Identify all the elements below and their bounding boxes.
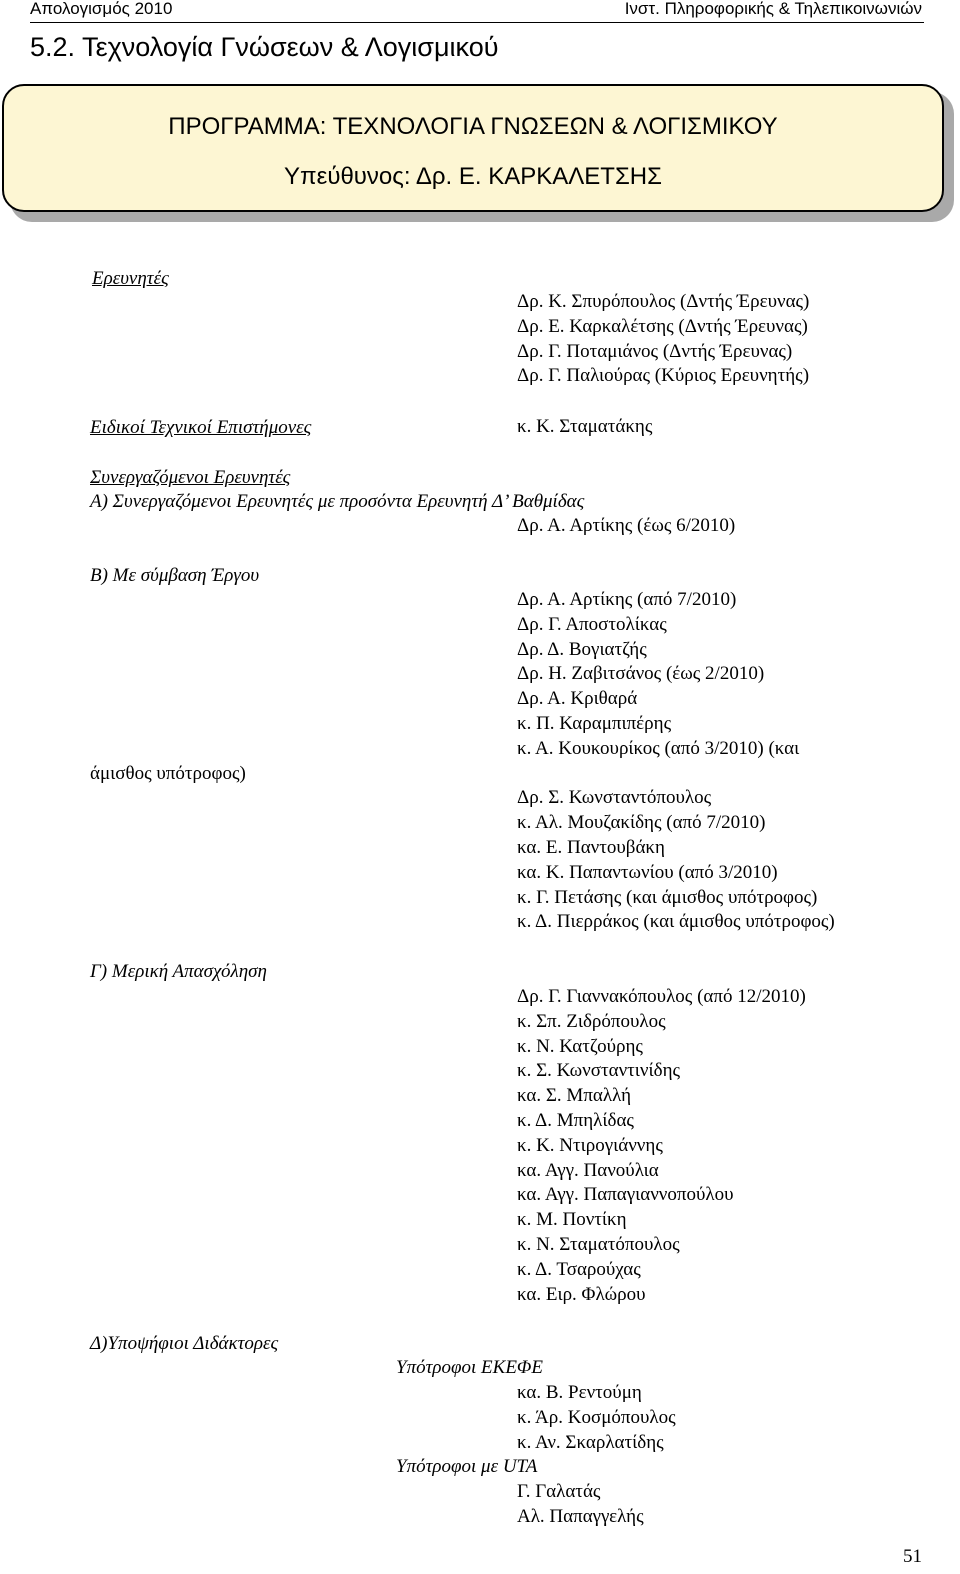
collaborators-c-list <box>517 985 806 1307</box>
collaborators-a-heading: Α) Συνεργαζόμενοι Ερευνητές με προσόντα Ερευνητή Δ’ Βαθμίδας <box>90 491 585 512</box>
collaborators-a-list <box>517 514 735 539</box>
program-title: ΠΡΟΓΡΑΜΜΑ: ΤΕΧΝΟΛΟΓΙΑ ΓΝΩΣΕΩΝ & ΛΟΓΙΣΜΙΚΟΥ <box>168 113 778 140</box>
list-item: Δρ. Γ. Γιαννακόπουλος (από 12/2010) <box>517 986 806 1007</box>
list-item: Δρ. Γ. Ποταμιάνος (Δντής Έρευνας) <box>517 340 793 362</box>
list-item: κ. Δ. Τσαρούχας <box>517 1258 641 1280</box>
list-item: Δρ. Ε. Καρκαλέτσης (Δντής Έρευνας) <box>517 315 808 337</box>
uta-list <box>517 1480 644 1530</box>
subheading-uta: Υπότροφοι με UTA <box>396 1456 538 1477</box>
header-left: Απολογισμός 2010 <box>30 0 173 18</box>
list-item: Δρ. Α. Κριθαρά <box>517 688 638 710</box>
header-right: Ινστ. Πληροφορικής & Τηλεπικοινωνιών <box>624 0 922 18</box>
program-responsible: Υπεύθυνος: Δρ. Ε. ΚΑΡΚΑΛΕΤΣΗΣ <box>284 163 662 190</box>
list-item: κα. Αγγ. Παπαγιαννοπούλου <box>517 1184 734 1206</box>
list-item: κ. Άρ. Κοσμόπουλος <box>517 1406 676 1428</box>
program-box <box>2 84 944 212</box>
list-item: κ. Μ. Ποντίκη <box>517 1209 627 1231</box>
list-item: κα. Αγγ. Πανούλια <box>517 1159 659 1181</box>
list-item: κ. Σπ. Ζιδρόπουλος <box>517 1010 666 1032</box>
researchers-heading: Ερευνητές <box>92 268 169 289</box>
wrapped-text: άμισθος υπότροφος) <box>90 763 246 784</box>
list-item: κα. Ειρ. Φλώρου <box>517 1283 646 1305</box>
specialists-list <box>517 415 652 440</box>
list-item: κα. Ε. Παντουβάκη <box>517 836 665 858</box>
collaborators-b-heading: Β) Με σύμβαση Έργου <box>90 565 260 586</box>
list-item: Δρ. Γ. Παλιούρας (Κύριος Ερευνητής) <box>517 365 810 387</box>
list-item: κ. Δ. Πιερράκος (και άμισθος υπότροφος) <box>517 911 835 933</box>
collaborators-c-heading: Γ) Μερική Απασχόληση <box>90 961 267 982</box>
list-item: Δρ. Γ. Αποστολίκας <box>517 613 667 635</box>
list-item: κ. Γ. Πετάσης (και άμισθος υπότροφος) <box>517 886 818 908</box>
specialists-heading: Ειδικοί Τεχνικοί Επιστήμονες <box>90 417 312 438</box>
collaborators-b-list <box>517 588 835 935</box>
collaborators-heading: Συνεργαζόμενοι Ερευνητές <box>90 467 291 488</box>
page-number: 51 <box>903 1546 922 1567</box>
list-item: κα. Κ. Παπαντωνίου (από 3/2010) <box>517 861 778 883</box>
list-item <box>517 762 835 787</box>
list-item: κα. Σ. Μπαλλή <box>517 1085 632 1107</box>
header-divider <box>30 22 924 23</box>
list-item: κ. Δ. Μπηλίδας <box>517 1109 634 1131</box>
list-item: Δρ. Κ. Σπυρόπουλος (Δντής Έρευνας) <box>517 291 810 312</box>
list-item: Δρ. Η. Ζαβιτσάνος (έως 2/2010) <box>517 663 765 685</box>
list-item: κ. Αλ. Μουζακίδης (από 7/2010) <box>517 812 766 834</box>
list-item: κ. Κ. Σταματάκης <box>517 416 653 437</box>
list-item: κ. Κ. Ντιρογιάννης <box>517 1134 663 1156</box>
list-item: κα. Β. Ρεντούμη <box>517 1382 642 1403</box>
list-item: κ. Σ. Κωνσταντινίδης <box>517 1060 681 1082</box>
list-item: Δρ. Δ. Βογιατζής <box>517 638 647 660</box>
list-item: Αλ. Παπαγγελής <box>517 1505 644 1527</box>
list-item: κ. Αν. Σκαρλατίδης <box>517 1431 664 1453</box>
list-item: κ. Α. Κουκουρίκος (από 3/2010) (και <box>517 737 800 759</box>
list-item: Γ. Γαλατάς <box>517 1481 601 1502</box>
list-item: Δρ. Σ. Κωνσταντόπουλος <box>517 787 712 809</box>
subheading-ekefe: Υπότροφοι ΕΚΕΦΕ <box>396 1357 543 1378</box>
list-item: κ. Π. Καραμπιπέρης <box>517 712 672 734</box>
collaborators-d-heading: Δ)Υποψήφιοι Διδάκτορες <box>90 1333 279 1354</box>
researchers-list <box>517 290 809 389</box>
section-title: 5.2. Τεχνολογία Γνώσεων & Λογισμικού <box>30 32 499 62</box>
ekefe-list <box>517 1381 676 1455</box>
list-item: κ. Ν. Σταματόπουλος <box>517 1233 680 1255</box>
list-item: κ. Ν. Κατζούρης <box>517 1035 643 1057</box>
list-item: Δρ. Α. Αρτίκης (από 7/2010) <box>517 589 737 610</box>
list-item: Δρ. Α. Αρτίκης (έως 6/2010) <box>517 515 736 536</box>
